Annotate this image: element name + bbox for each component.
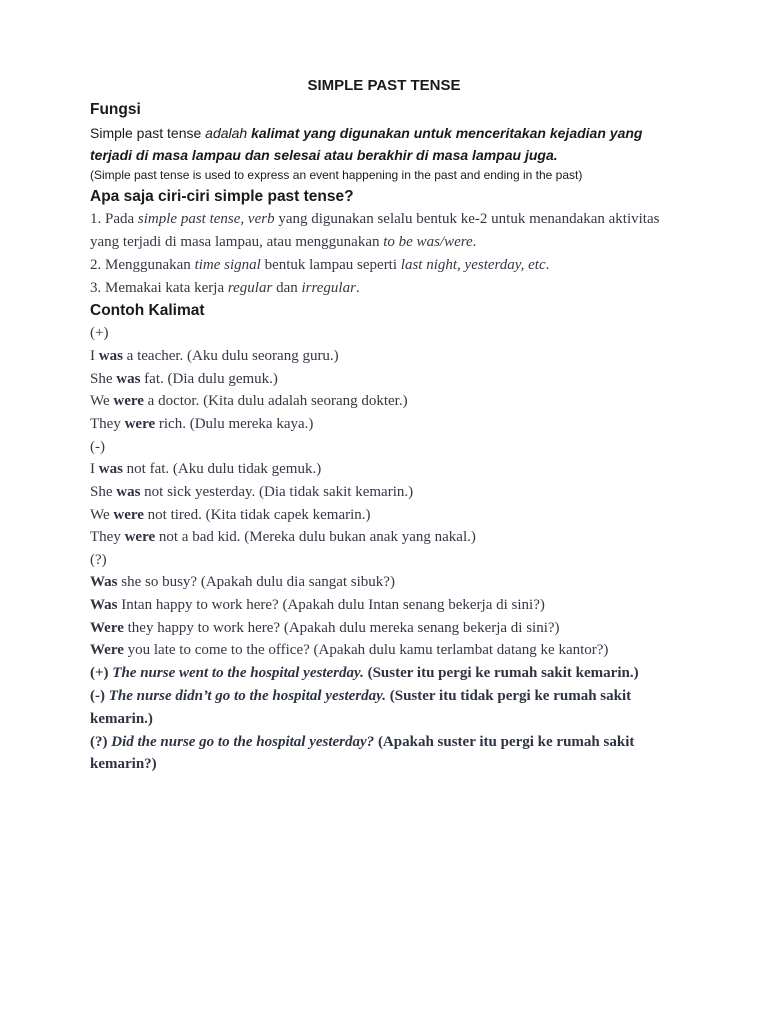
example-text: I: [90, 461, 99, 477]
example-text: She: [90, 371, 117, 387]
example-verb: Were: [90, 642, 124, 658]
page-title: SIMPLE PAST TENSE: [307, 77, 461, 94]
example-text: not fat. (Aku dulu tidak gemuk.): [122, 461, 322, 477]
ciri-heading: Apa saja ciri-ciri simple past tense?: [90, 188, 354, 205]
example-text: We: [90, 393, 114, 409]
ciri-text: 2. Menggunakan: [90, 257, 195, 273]
nurse-marker: (+): [90, 665, 113, 681]
example-verb: was: [98, 461, 123, 477]
example-verb: Was: [90, 597, 118, 613]
fungsi-definition-line-2: terjadi di masa lampau dan selesai atau berakhir di masa lampau juga.: [90, 147, 558, 163]
example-text: Intan happy to work here? (Apakah dulu Intan senang bekerja di sini?): [117, 597, 545, 613]
example-text: rich. (Dulu mereka kaya.): [155, 416, 314, 432]
example-text: She: [90, 484, 117, 500]
nurse-translation: (Suster itu tidak pergi ke rumah sakit: [385, 688, 632, 704]
example-text: not tired. (Kita tidak capek kemarin.): [143, 507, 371, 523]
example-text: she so busy? (Apakah dulu dia sangat sibuk?): [117, 574, 395, 590]
example-text: a teacher. (Aku dulu seorang guru.): [122, 348, 339, 364]
ciri-text: irregular: [301, 280, 356, 296]
example-verb: was: [116, 371, 141, 387]
nurse-sentence: The nurse didn’t go to the hospital yesterday.: [108, 688, 386, 704]
example-sentence: [90, 416, 313, 433]
example-text: not sick yesterday. (Dia tidak sakit kemarin.): [140, 484, 414, 500]
example-question: [90, 574, 395, 591]
nurse-negative-cont: kemarin.): [90, 711, 153, 727]
example-sentence: [90, 529, 476, 546]
ciri-item-1-cont: [90, 234, 476, 251]
example-sentence: [90, 507, 371, 524]
contoh-heading: Contoh Kalimat: [90, 302, 205, 319]
example-sentence: [90, 461, 321, 478]
ciri-text: .: [355, 280, 360, 296]
nurse-translation: (Apakah suster itu pergi ke rumah sakit: [374, 734, 635, 750]
example-text: They: [90, 416, 125, 432]
fungsi-definition-line-1: [90, 125, 642, 141]
ciri-text: yang terjadi di masa lampau, atau menggunakan: [90, 234, 384, 250]
ciri-text: simple past tense, verb: [137, 211, 275, 227]
example-text: a doctor. (Kita dulu adalah seorang dokter.): [143, 393, 408, 409]
nurse-marker: (-): [90, 688, 109, 704]
ciri-text: last night, yesterday, etc: [400, 257, 546, 273]
example-verb: was: [116, 484, 141, 500]
example-text: We: [90, 507, 114, 523]
ciri-item-1: [90, 211, 659, 228]
fungsi-text: Simple past tense: [90, 125, 206, 141]
negative-marker: (-): [90, 439, 105, 455]
example-verb: Were: [90, 620, 124, 636]
fungsi-english-note: (Simple past tense is used to express an event happening in the past and ending in the past): [90, 168, 583, 182]
fungsi-text: kalimat yang digunakan untuk menceritakan kejadian yang: [247, 125, 643, 141]
example-verb: Was: [90, 574, 118, 590]
example-sentence: [90, 484, 413, 501]
ciri-text: regular: [227, 280, 273, 296]
question-marker: (?): [90, 552, 107, 568]
nurse-translation: (Suster itu pergi ke rumah sakit kemarin.): [363, 665, 639, 681]
ciri-text: yang digunakan selalu bentuk ke-2 untuk menandakan aktivitas: [274, 211, 660, 227]
nurse-sentence: Did the nurse go to the hospital yesterday?: [111, 734, 375, 750]
example-verb: were: [124, 529, 156, 545]
nurse-question-cont: kemarin?): [90, 756, 157, 772]
example-question: [90, 642, 608, 659]
ciri-text: time signal: [194, 257, 261, 273]
nurse-positive: [90, 665, 639, 682]
nurse-negative: [90, 688, 631, 705]
example-verb: were: [113, 393, 144, 409]
ciri-text: dan: [272, 280, 302, 296]
ciri-text: 3. Memakai kata kerja: [90, 280, 228, 296]
ciri-text: bentuk lampau seperti: [260, 257, 401, 273]
example-sentence: [90, 348, 339, 365]
fungsi-text: adalah: [205, 125, 248, 141]
nurse-marker: (?): [90, 734, 112, 750]
example-text: They: [90, 529, 125, 545]
example-text: I: [90, 348, 99, 364]
example-sentence: [90, 393, 408, 410]
ciri-text: to be was/were: [383, 234, 473, 250]
example-sentence: [90, 371, 278, 388]
example-text: you late to come to the office? (Apakah dulu kamu terlambat datang ke kantor?): [123, 642, 609, 658]
example-text: not a bad kid. (Mereka dulu bukan anak yang nakal.): [155, 529, 476, 545]
example-question: [90, 597, 545, 614]
nurse-sentence: The nurse went to the hospital yesterday.: [112, 665, 364, 681]
example-text: they happy to work here? (Apakah dulu mereka senang bekerja di sini?): [123, 620, 560, 636]
example-verb: were: [113, 507, 144, 523]
example-question: [90, 620, 560, 637]
example-text: fat. (Dia dulu gemuk.): [140, 371, 278, 387]
ciri-item-3: [90, 280, 360, 297]
example-verb: was: [98, 348, 123, 364]
ciri-text: .: [545, 257, 550, 273]
ciri-text: .: [472, 234, 477, 250]
ciri-text: 1. Pada: [90, 211, 138, 227]
fungsi-heading: Fungsi: [90, 101, 141, 118]
ciri-item-2: [90, 257, 549, 274]
example-verb: were: [124, 416, 156, 432]
nurse-question: [90, 734, 634, 751]
positive-marker: (+): [90, 325, 109, 341]
